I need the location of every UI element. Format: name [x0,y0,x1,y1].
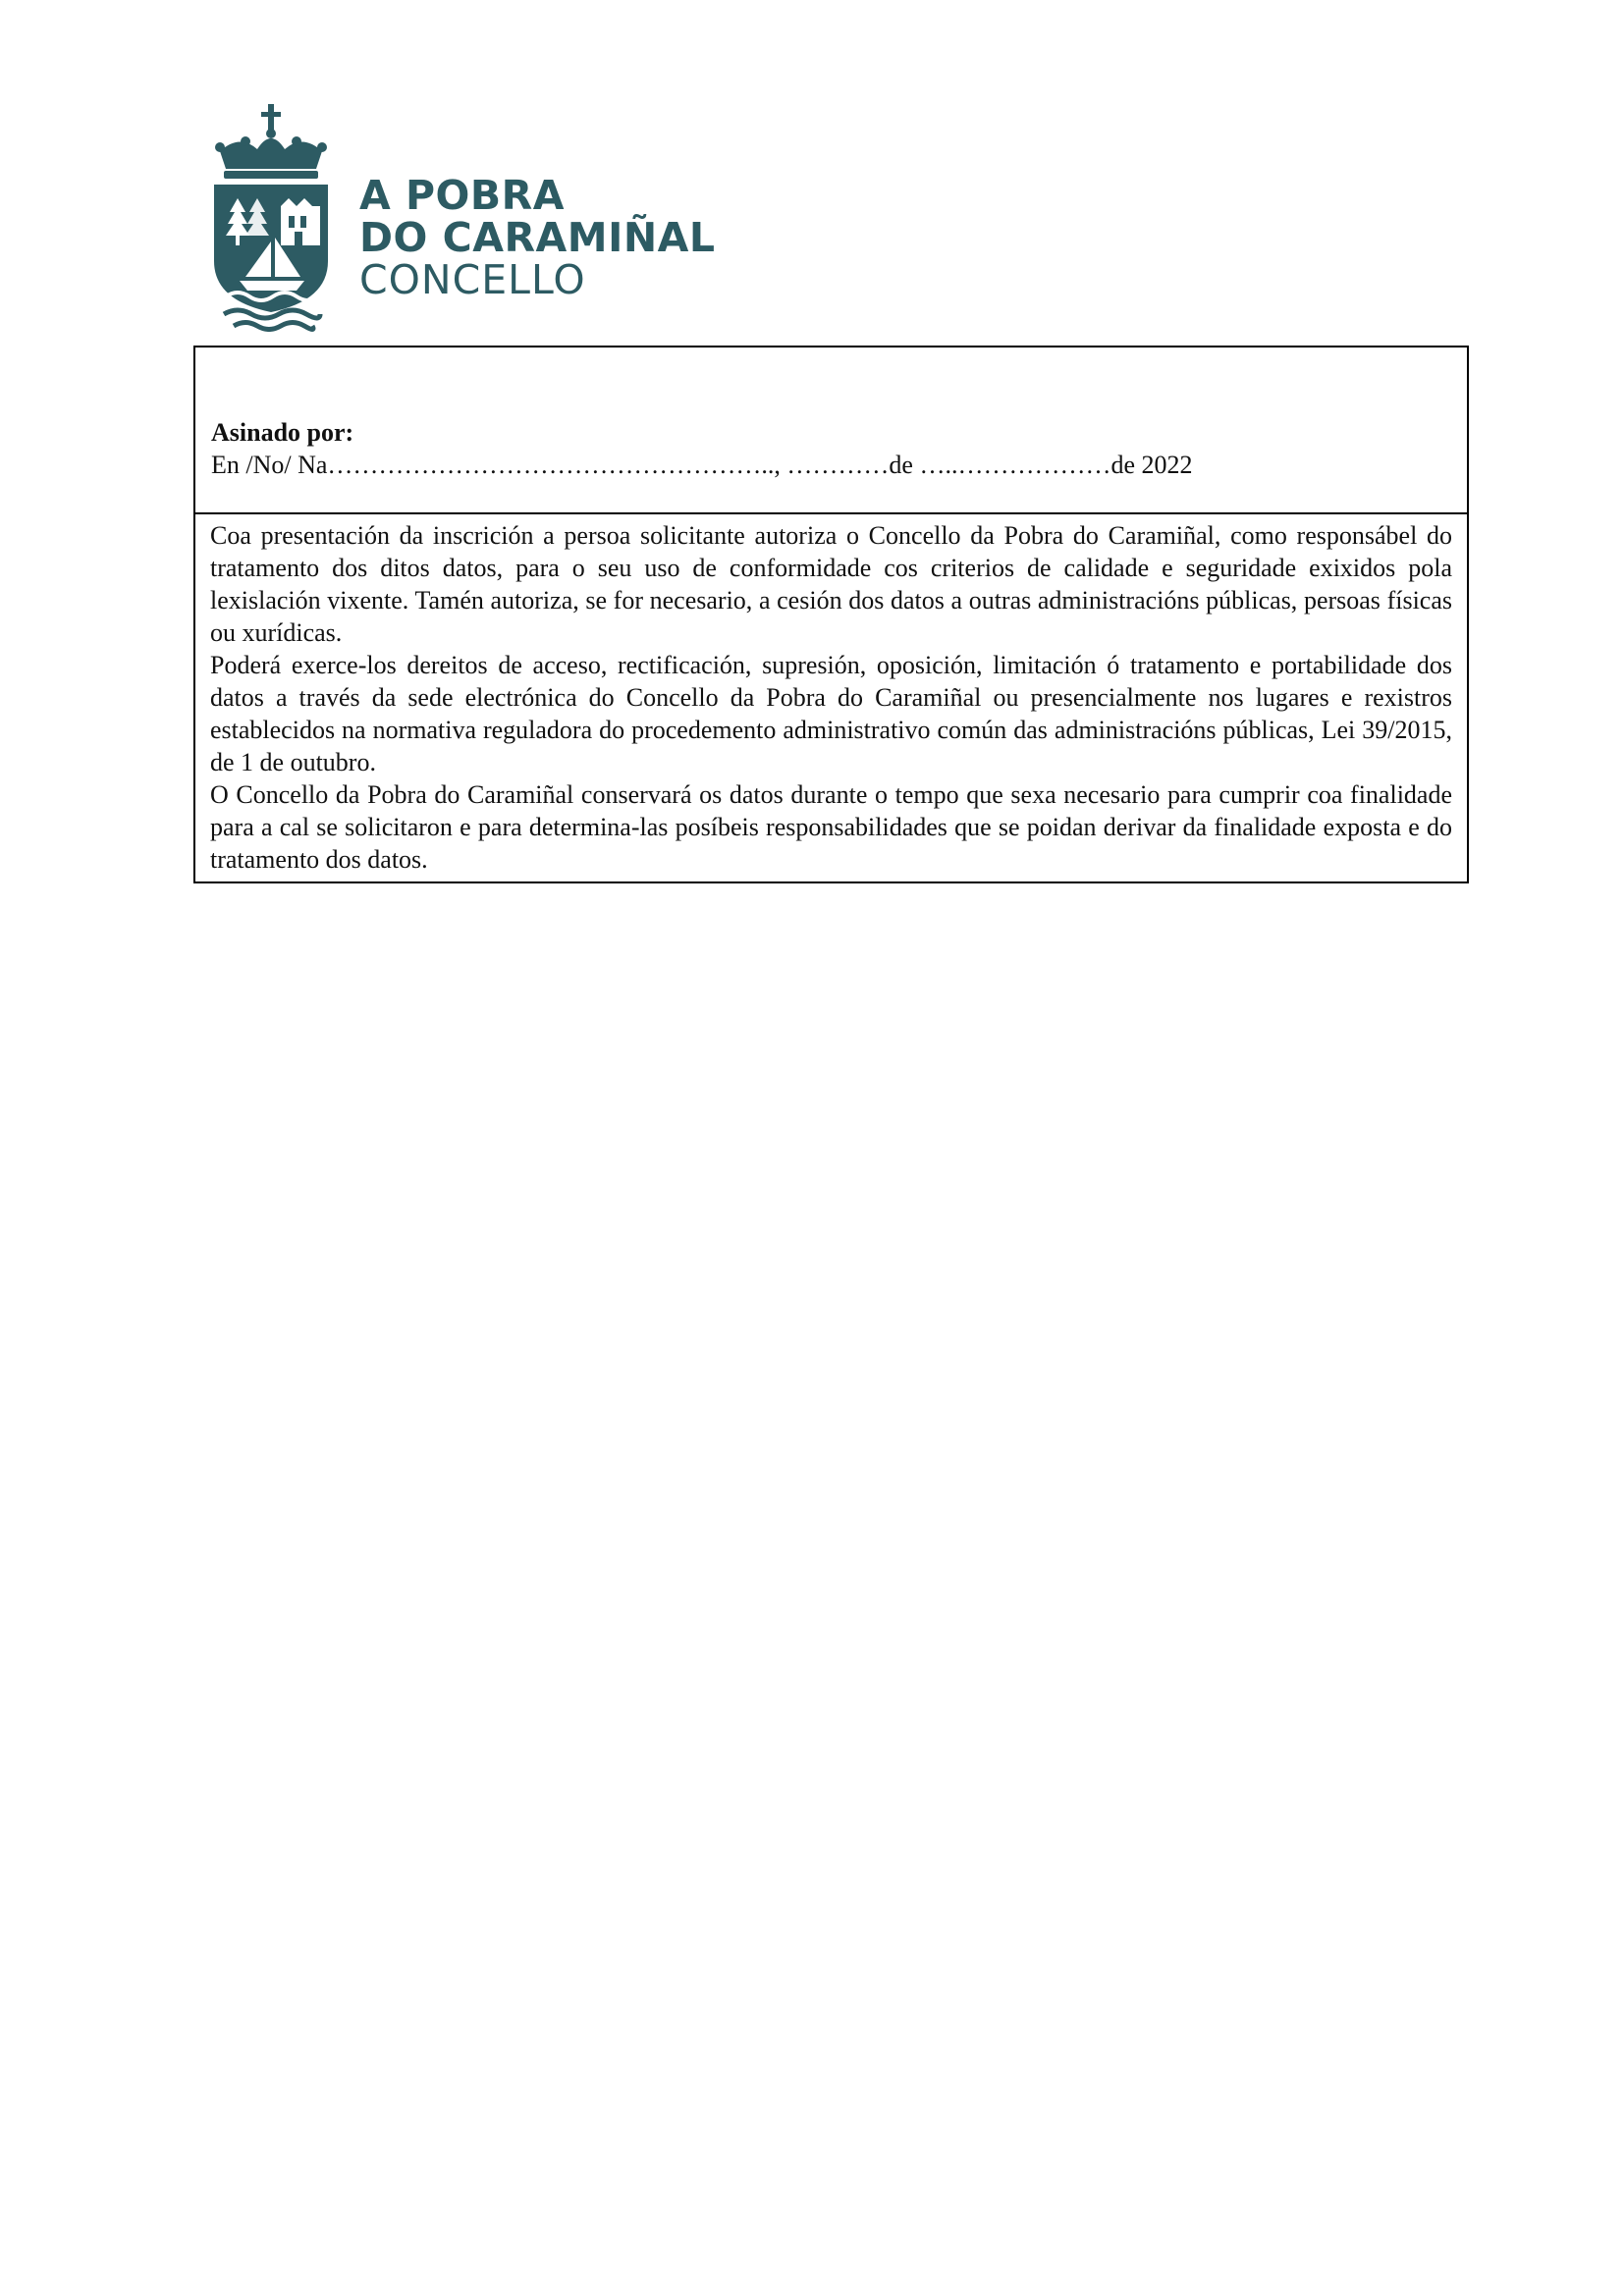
signature-and-privacy-table [193,346,1469,883]
signature-heading: Asinado por: [211,418,354,447]
signature-block [195,347,1467,514]
privacy-paragraph-retention: O Concello da Pobra do Caramiñal conservará os datos durante o tempo que sexa necesario para cumprir coa finalidade para a cal se solicitaron e para determina-las posíbeis responsabilidades que se poidan derivar da finalidade exposta e do tratamento dos datos. [210,780,1452,874]
logo-line-1: A POBRA [359,172,565,219]
privacy-notice [195,514,1467,881]
municipal-logo [210,104,716,332]
coat-of-arms-icon [210,104,332,332]
logo-line-3: CONCELLO [359,256,586,303]
logo-wordmark [359,172,716,303]
signature-date-line: En /No/ Na…………………………………………….., …………de …..………………de 2022 [211,451,1193,479]
privacy-paragraph-authorization: Coa presentación da inscrición a persoa solicitante autoriza o Concello da Pobra do Caramiñal, como responsábel do tratamento dos ditos datos, para o seu uso de conformidade cos criterios de calidade e seguridade exixidos pola lexislación vixente. Tamén autoriza, se for necesario, a cesión dos datos a outras administracións públicas, persoas físicas ou xurídicas. [210,521,1452,647]
logo-line-2: DO CARAMIÑAL [359,214,716,261]
privacy-paragraph-rights: Poderá exerce-los dereitos de acceso, rectificación, supresión, oposición, limitación ó tratamento e portabilidade dos datos a través da sede electrónica do Concello da Pobra do Caramiñal ou presencialmente nos lugares e rexistros establecidos na normativa reguladora do procedemento administrativo común das administracións públicas, Lei 39/2015, de 1 de outubro. [210,651,1452,776]
